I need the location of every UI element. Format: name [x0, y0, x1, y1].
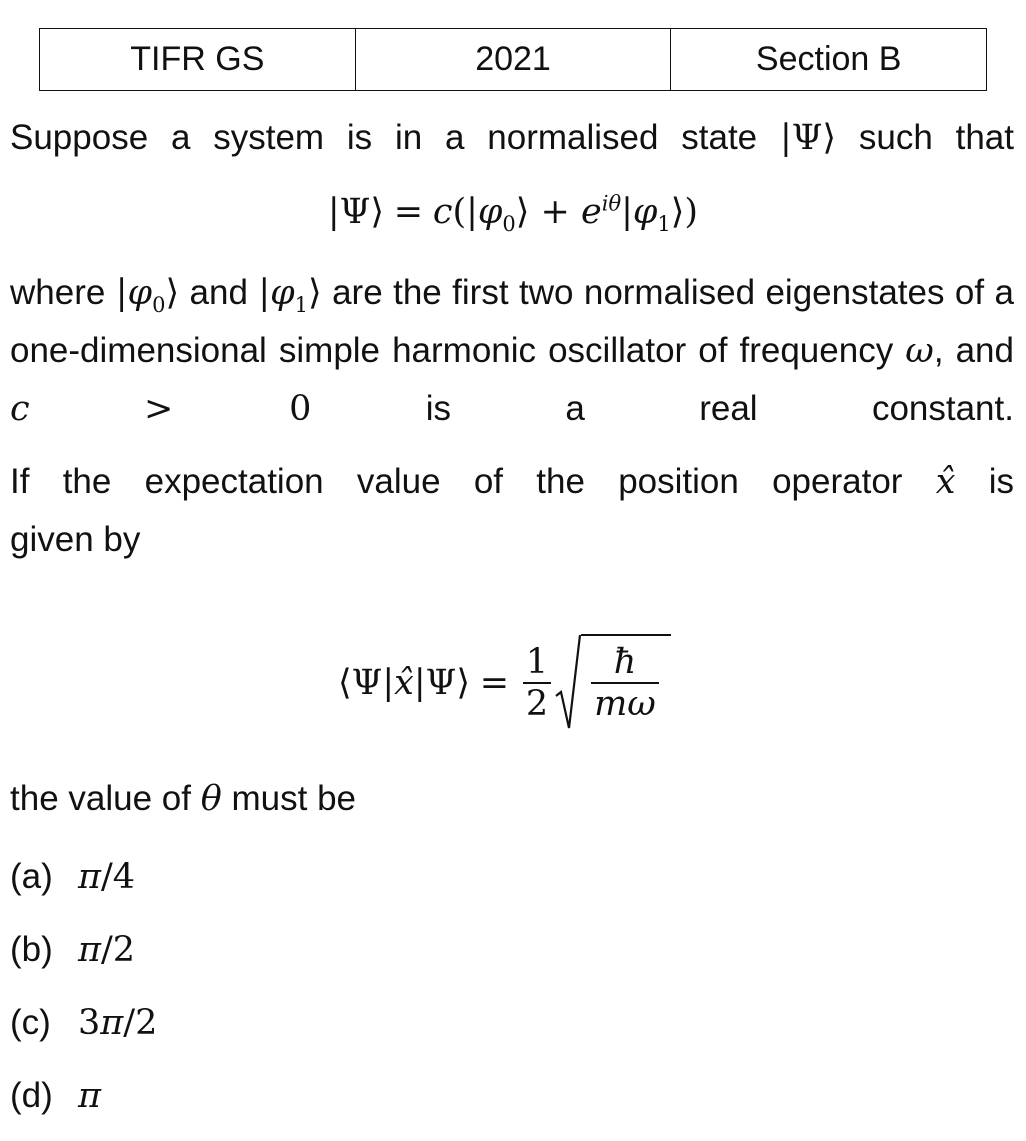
question-description: where $|\varphi_0⟩$ and $|\varphi_1⟩$ are the first two normalised eigenstates of a one-dimensional simple harmonic oscillator of frequency ω, and c > 0 is a real constant. [10, 273, 1014, 429]
header-exam-cell: TIFR GS [130, 40, 265, 78]
option-c[interactable]: (c) 3π/2 [10, 1003, 158, 1043]
state-equation: |Ψ⟩ = $c(|\varphi_0⟩$ + $e^{i\theta}|\varphi_1⟩$) [327, 191, 699, 236]
radical-sign-icon [555, 634, 581, 732]
one-half-fraction: $\frac{1}{2}$ [523, 642, 551, 724]
option-d[interactable]: (d) π [10, 1076, 102, 1116]
square-root [555, 634, 671, 732]
question-condition-cont: given by [10, 520, 141, 559]
header-table [39, 28, 987, 91]
question-prompt: the value of θ must be [10, 779, 357, 819]
question-condition-line: If the expectation value of the position operator x̂ is [10, 462, 1015, 502]
option-a-value: π [78, 857, 102, 897]
hbar-over-m-omega-fraction: $\frac{ħ}{m\omega}$ [591, 642, 659, 724]
question-intro: Suppose a system is in a normalised state |Ψ⟩ such that [10, 118, 1014, 158]
option-b-value: π [78, 930, 102, 970]
option-a[interactable]: (a) π/4 [10, 857, 136, 897]
option-d-value: π [78, 1076, 102, 1116]
expectation-equation: ⟨Ψ| x̂ |Ψ⟩ = $\frac{1}{2}$ $\frac{ħ}{m\omega}$ [338, 608, 671, 758]
header-section-cell: Section B [670, 29, 986, 90]
option-b[interactable]: (b) π/2 [10, 930, 136, 970]
header-year-cell: 2021 [355, 29, 671, 90]
option-c-value: π [100, 1003, 124, 1043]
